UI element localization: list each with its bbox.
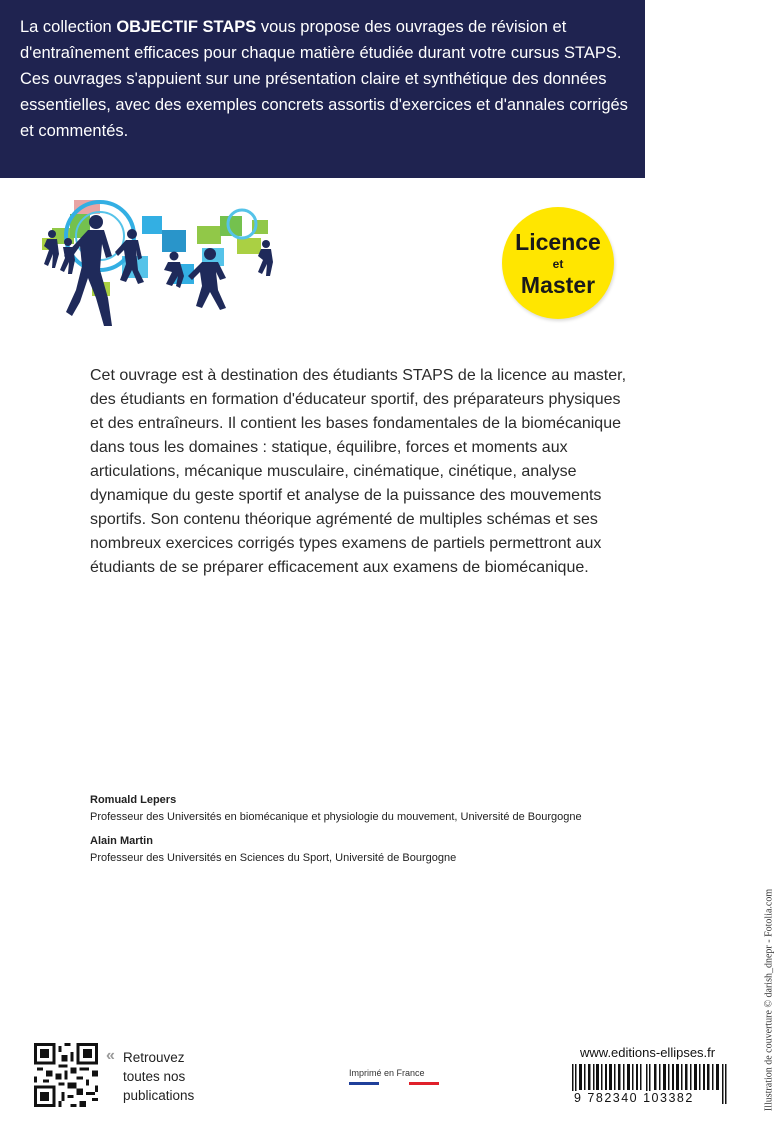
banner-text-start: La collection xyxy=(20,18,117,36)
qr-code[interactable] xyxy=(34,1043,98,1107)
printed-text: Imprimé en France xyxy=(349,1068,425,1078)
author-name: Romuald Lepers xyxy=(90,794,177,806)
retrouvez-line: toutes nos xyxy=(123,1069,186,1084)
author-entry xyxy=(90,833,690,867)
author-entry xyxy=(90,792,690,826)
banner-text-end: vous propose des ouvrages de révision et d'entraînement efficaces pour chaque matière étudiée durant votre cursus STAPS. Ces ouvrages s'appuient sur une présentation claire et synthétique des données essentielles, avec des exemples concrets assortis d'exercices et d'annales corrigés et commentés. xyxy=(20,18,628,140)
publisher-website[interactable]: www.editions-ellipses.fr xyxy=(580,1045,716,1060)
level-badge xyxy=(502,207,614,319)
collection-banner xyxy=(0,0,645,178)
author-name: Alain Martin xyxy=(90,835,153,847)
badge-line-licence: Licence xyxy=(515,229,601,255)
retrouvez-line: Retrouvez xyxy=(123,1050,185,1065)
book-description: Cet ouvrage est à destination des étudiants STAPS de la licence au master, des étudiants en formation d'éducateur sportif, des préparateurs physiques et des entraîneurs. Il contient les bases fondamentales de la biomécanique dans tous les domaines : statique, équilibre, forces et moments aux articulations, mécanique musculaire, cinématique, cinétique, analyse dynamique du geste sportif et analyse de la puissance des mouvements sportifs. Son contenu théorique agrémenté de multiples schémas et ses nombreux exercices corrigés types examens de partiels permettront aux étudiants de se préparer efficacement aux examens de biomécanique. xyxy=(90,367,627,576)
badge-line-et: et xyxy=(552,257,564,271)
retrouvez-publications-link[interactable] xyxy=(106,1048,194,1105)
author-title: Professeur des Universités en Sciences du Sport, Université de Bourgogne xyxy=(90,852,457,864)
isbn-digits: 9 782340 103382 xyxy=(574,1091,694,1105)
authors-section xyxy=(90,792,690,874)
collection-name: OBJECTIF STAPS xyxy=(116,18,257,36)
french-flag-icon xyxy=(349,1082,439,1085)
retrouvez-line: publications xyxy=(123,1088,195,1103)
sports-silhouettes-illustration xyxy=(22,186,284,331)
double-chevron-icon: « xyxy=(106,1047,115,1064)
badge-line-master: Master xyxy=(520,272,596,298)
illustration-credit: Illustration de couverture © darish_dnepr - Fotolia.com xyxy=(763,888,775,1112)
printed-in-france-label xyxy=(349,1068,439,1085)
author-title: Professeur des Universités en biomécanique et physiologie du mouvement, Université de Bourgogne xyxy=(90,811,582,823)
